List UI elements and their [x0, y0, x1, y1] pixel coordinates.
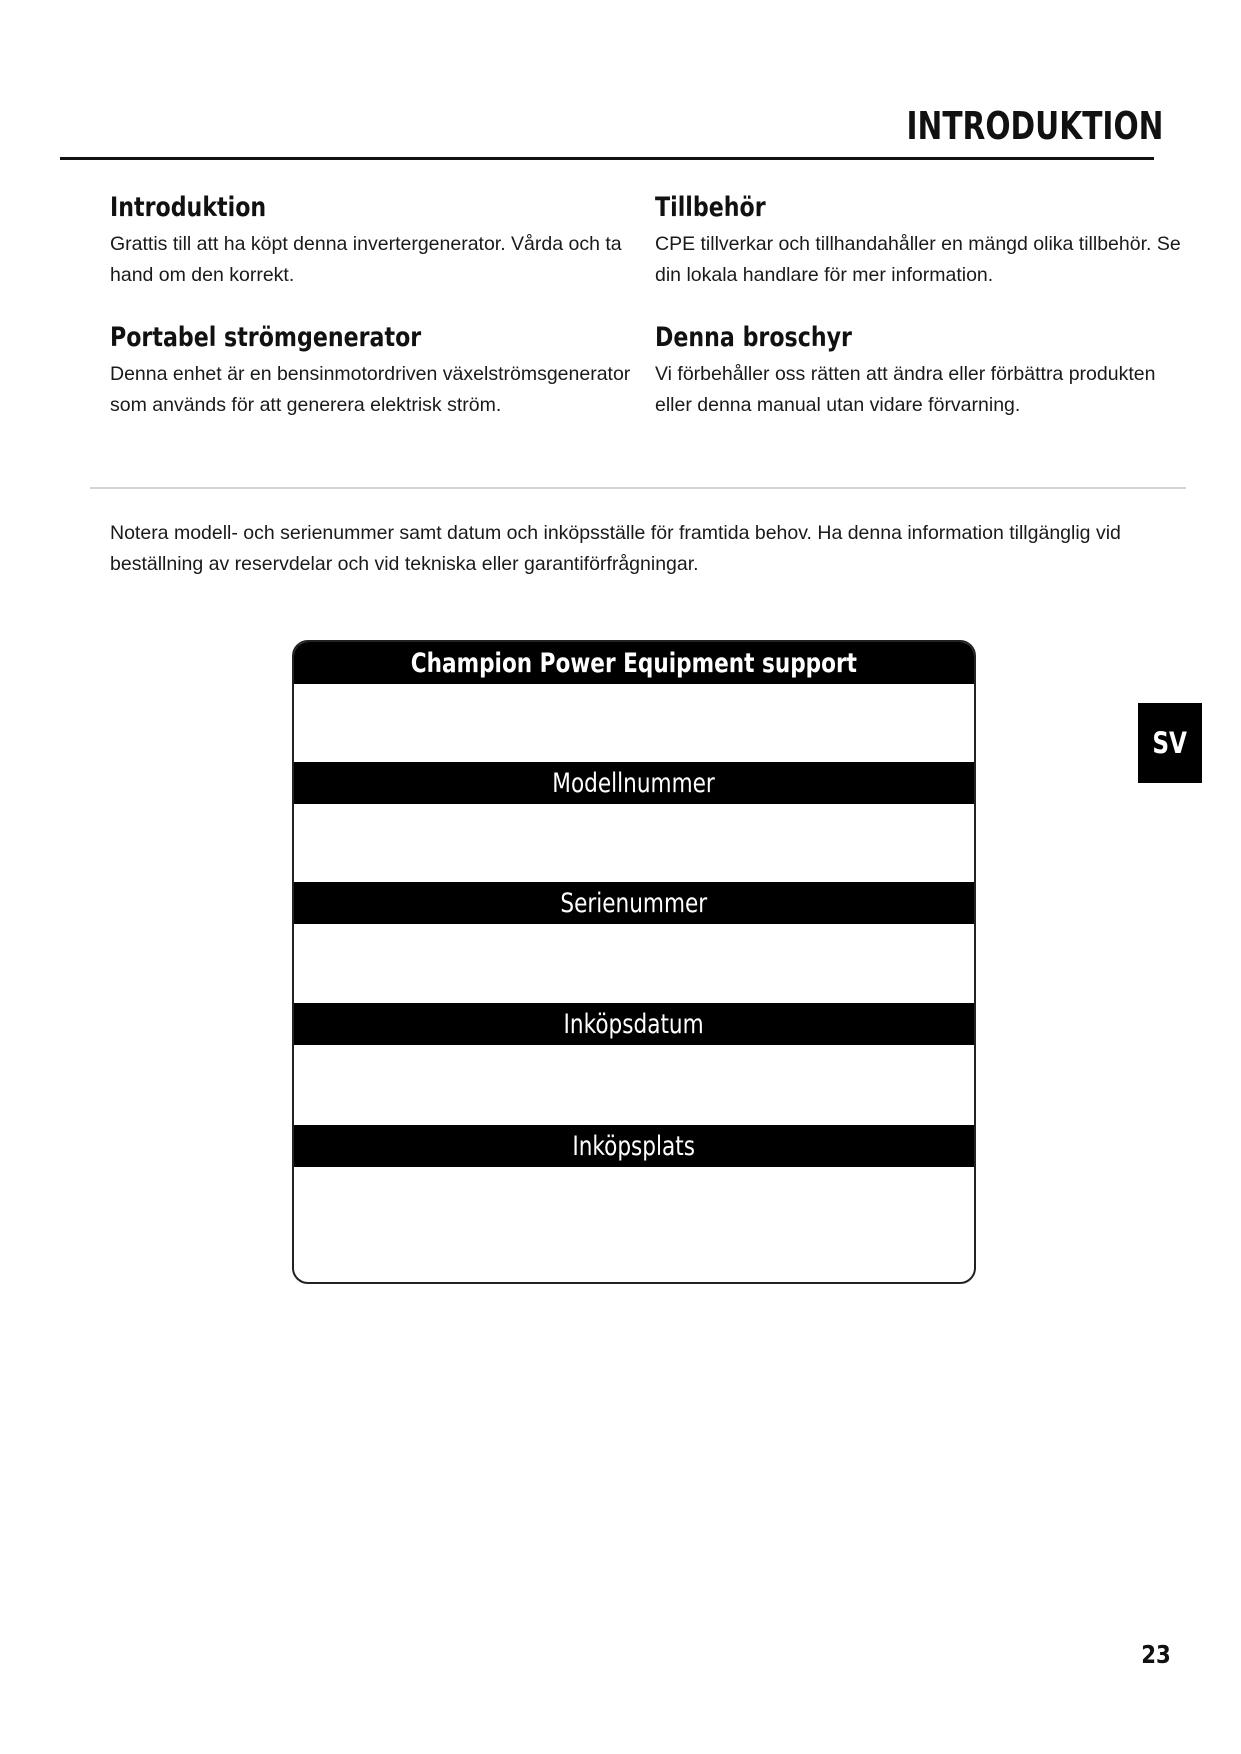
section-heading-tillbehor: Tillbehör — [655, 192, 766, 223]
label-bar-inkopsdatum — [294, 1003, 974, 1045]
section-introduktion — [110, 192, 650, 291]
section-body-broschyr: Vi förbehåller oss rätten att ändra eller förbättra produkten eller denna manual utan vidare förvarning. — [655, 363, 1156, 416]
label-inkopsdatum: Inköpsdatum — [563, 1008, 705, 1040]
blank-field[interactable] — [294, 684, 974, 762]
header-rule — [60, 157, 1154, 160]
inkopsdatum-field[interactable] — [294, 1045, 974, 1125]
support-box-title: Champion Power Equipment support — [410, 647, 858, 679]
support-box-title-bar — [294, 642, 974, 684]
language-tab-label: SV — [1152, 726, 1188, 760]
language-tab — [1138, 703, 1202, 783]
page-title: INTRODUKTION — [906, 104, 1163, 148]
label-modellnummer: Modellnummer — [552, 767, 716, 799]
page-number: 23 — [1141, 1640, 1171, 1669]
support-info-box — [292, 640, 976, 1284]
section-body-introduktion: Grattis till att ha köpt denna invertergenerator. Vårda och ta hand om den korrekt. — [110, 233, 622, 286]
section-divider — [90, 487, 1186, 489]
section-portabel-stromgenerator — [110, 322, 650, 421]
section-heading-introduktion: Introduktion — [110, 192, 267, 223]
record-note: Notera modell- och serienummer samt datum och inköpsställe för framtida behov. Ha denna information tillgänglig vid beställning av reservdelar och vid tekniska eller garantiförfrågningar. — [110, 522, 1121, 575]
section-heading-broschyr: Denna broschyr — [655, 322, 852, 353]
section-heading-portabel: Portabel strömgenerator — [110, 322, 422, 353]
label-bar-serienummer — [294, 882, 974, 924]
section-body-portabel: Denna enhet är en bensinmotordriven växelströmsgenerator som används för att generera elektrisk ström. — [110, 363, 631, 416]
label-serienummer: Serienummer — [560, 887, 708, 919]
section-denna-broschyr — [655, 322, 1195, 421]
section-tillbehor — [655, 192, 1195, 291]
modellnummer-field[interactable] — [294, 804, 974, 882]
label-inkopsplats: Inköpsplats — [572, 1130, 696, 1162]
section-body-tillbehor: CPE tillverkar och tillhandahåller en mängd olika tillbehör. Se din lokala handlare för mer information. — [655, 233, 1181, 286]
inkopsplats-field[interactable] — [294, 1167, 974, 1282]
label-bar-inkopsplats — [294, 1125, 974, 1167]
serienummer-field[interactable] — [294, 924, 974, 1003]
label-bar-modellnummer — [294, 762, 974, 804]
